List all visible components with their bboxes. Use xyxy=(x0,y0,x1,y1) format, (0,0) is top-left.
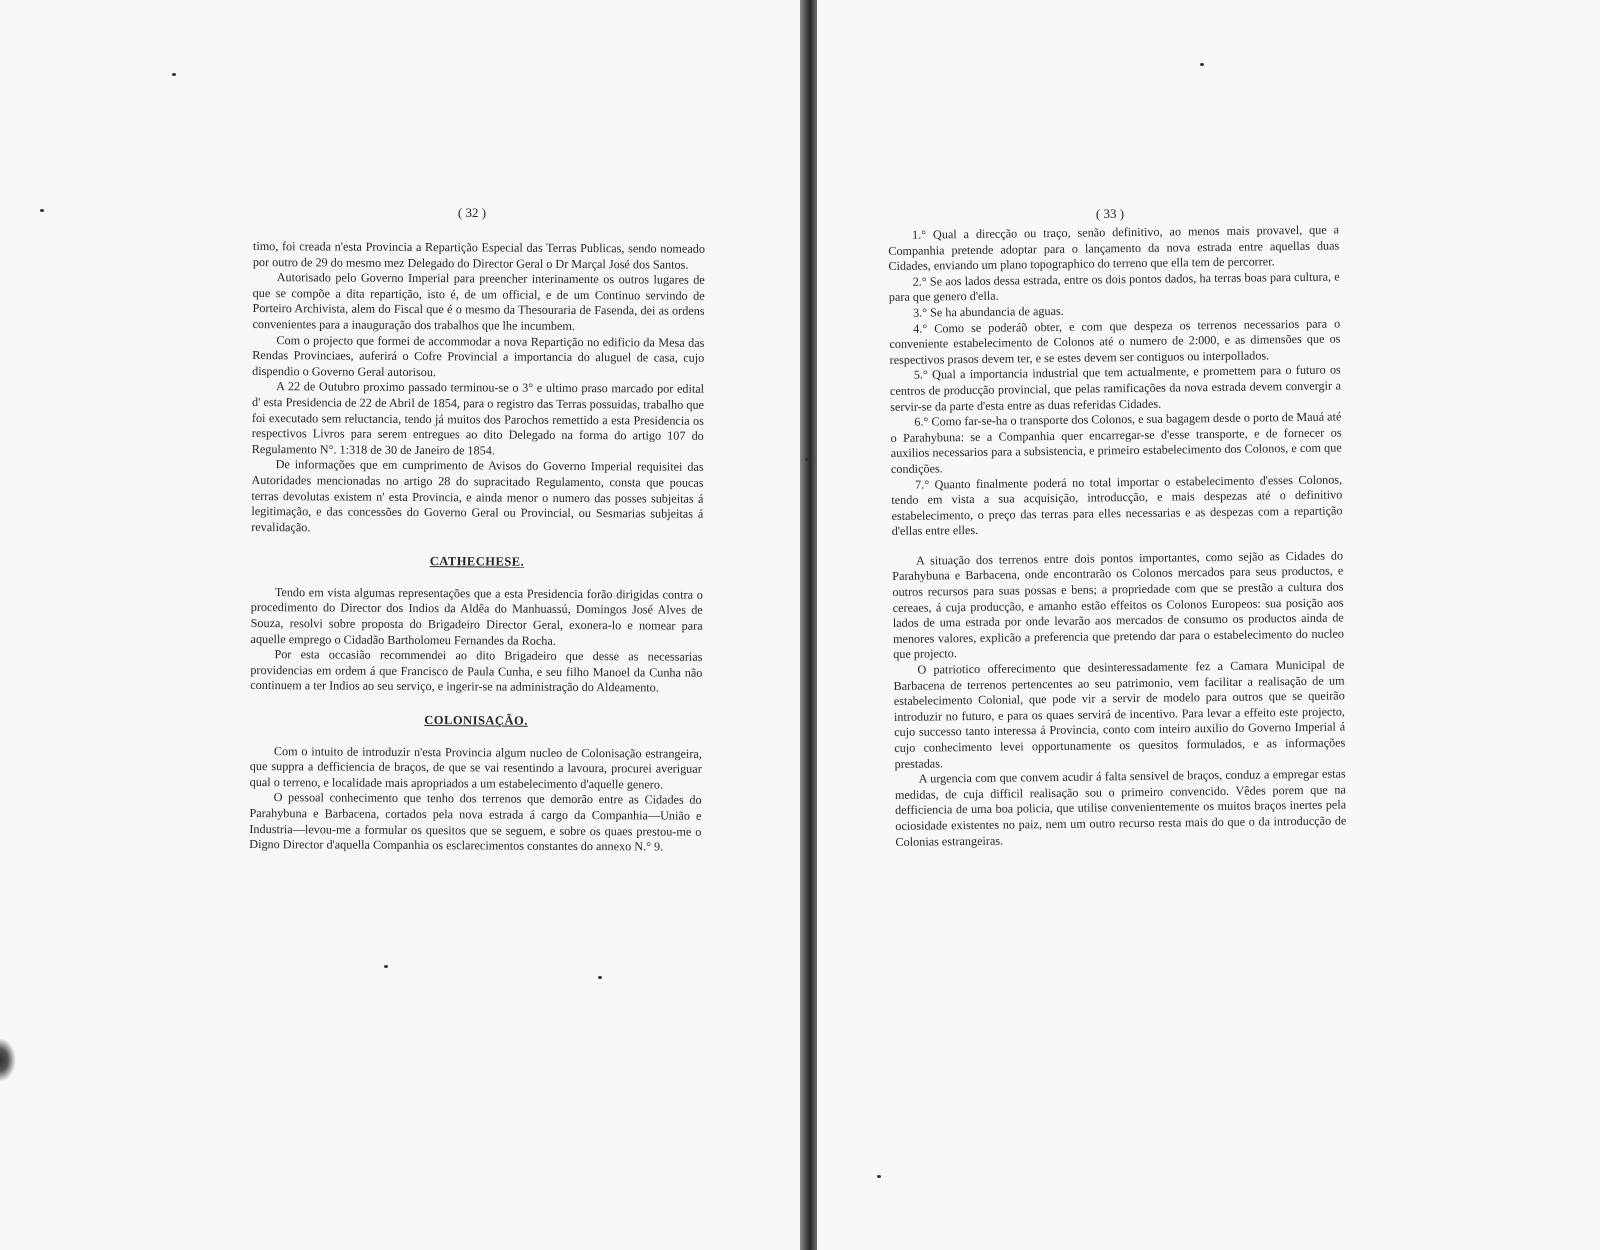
paragraph: Com o projecto que formei de accommodar a nova Repartição no edificio da Mesa das Rendas Provinciaes, auferirá o Cofre Provincial a importancia do aluguel de casa, cujo dispendio o Governo Geral autorisou. xyxy=(252,332,705,379)
page-edge-blot xyxy=(0,1038,16,1082)
left-top-paragraphs xyxy=(251,239,705,538)
left-page-text xyxy=(249,239,705,856)
paragraph: De informações que em cumprimento de Avisos do Governo Imperial requisitei das Autoridades mencionadas no artigo 28 do supracitado Regulamento, consta que poucas terras devolutas existem n' esta Provincia, e ainda menor o numero das posses subjeitas á legitimação, e das concessões do Governo Geral ou Provincial, ou Sesmarias subjeitas á revalidação. xyxy=(251,457,704,535)
speck xyxy=(598,976,602,979)
left-mid-paragraphs xyxy=(250,585,703,697)
paragraph: Autorisado pelo Governo Imperial para preencher interinamente os outros lugares de que se compõe a dita repartição, isto é, de um official, e de um Continuo servindo de Porteiro Archivista, alem do Fiscal que é o mesmo da Thesouraria de Fasenda, dei as ordens convenientes para a inauguração dos trabalhos que lhe incumbem. xyxy=(252,270,705,333)
paragraph: A situação dos terrenos entre dois pontos importantes, como sejão as Cidades do Parahybuna e Barbacena, onde encontrarão os Colonos mercados para seus productos, e outros recursos para suas possas e bens; a propriedade com que se prestão a cultura dos cereaes, á cuja producção, e amanho estão effeitos os Colonos Europeos: sua posição aos lados de uma estrada por onde levarão aos mercados de consumo os productos ainda de menores valores, explicão a preferencia que pretendo dar para o estabelecimento do nucleo que projecto. xyxy=(892,548,1345,662)
speck xyxy=(1200,63,1204,66)
list-item: 1.° Qual a direcção ou traço, senão definitivo, ao menos mais provavel, que a Companhia pretende adoptar para o lançamento da nova estrada entre aquellas duas Cidades, enviando um plano topographico do terreno que ella tem de percorrer. xyxy=(888,222,1340,274)
page-number-right: ( 33 ) xyxy=(1095,206,1125,221)
paragraph: O pessoal conhecimento que tenho dos terrenos que demorão entre as Cidades do Parahybuna e Barbacena, cortados pela nova estrada á cargo da Companhia—União e Industria—levou-me a formular os quesitos que se seguem, e sobre os quaes prestou-me o Digno Director d'aquella Companhia os esclarecimentos constantes do annexo N.° 9. xyxy=(249,790,702,854)
speck xyxy=(40,209,44,212)
paragraph: timo, foi creada n'esta Provincia a Repartição Especial das Terras Publicas, sendo nomeado por outro de 29 do mesmo mez Delegado do Director Geral o Dr Marçal José dos Santos. xyxy=(252,239,705,272)
speck xyxy=(877,1175,881,1178)
paragraph: Por esta occasião recommendei ao dito Brigadeiro que desse as necessarias providencias em ordem á que Francisco de Paula Cunha, e seu filho Manoel da Cunha não continuem a ter Indios ao seu serviço, e ingerir-se na administração do Aldeamento. xyxy=(250,647,703,695)
paragraph: Tendo em vista algumas representações que a esta Presidencia forão dirigidas contra o procedimento do Director dos Indios da Aldêa do Manhuassú, Domingos José Alves de Souza, resolvi sobre proposta do Brigadeiro Director Geral, exonera-lo e nomear para aquelle emprego o Cidadão Bartholomeu Fernandes da Rocha. xyxy=(250,585,703,648)
list-item: 3.° Se ha abundancia de aguas. xyxy=(912,303,1064,320)
paragraph: O patriotico offerecimento que desinteressadamente fez a Camara Municipal de Barbacena de terrenos pertencentes ao seu patrimonio, vem facilitar a realisação de um estabelecimento Colonial, que pode vir a servir de modelo para outros que se queirão introduzir no futuro, e para os quaes servirá de incentivo. Para levar a effeito este projecto, cujo successo tanto interessa á Provincia, conto com inteiro auxilio do Governo Imperial á cujo conhecimento levei opportunamente os quesitos formulados, e as informações prestadas. xyxy=(893,657,1346,771)
paragraph: A urgencia com que convem acudir á falta sensivel de braços, conduz a empregar estas medidas, de cuja difficil realisação sou o primeiro convencido. Vêdes porem que na defficiencia de uma boa policia, que utilise convenientemente os muitos braços inertes pela ociosidade existentes no paiz, nem um outro recurso resta mais do que o da introducção de Colonias estrangeiras. xyxy=(894,766,1347,849)
paragraph: Com o intuito de introduzir n'esta Provincia algum nucleo de Colonisação estrangeira, que supprа a defficiencia de braços, de que se vai resentindo a lavoura, procurei averiguar qual o terreno, e localidade mais apropriados a um estabelecimento d'aquelle genero. xyxy=(249,743,702,792)
section-heading-cathechese: CATHECHESE. xyxy=(429,554,525,569)
right-paragraphs xyxy=(892,548,1347,850)
left-bottom-paragraphs xyxy=(249,744,702,856)
page-number-left: ( 32 ) xyxy=(457,205,487,220)
right-page-text xyxy=(888,222,1347,850)
right-page xyxy=(817,0,1600,1250)
list-item: 7.° Quanto finalmente poderá no total importar o estabelecimento d'esses Colonos, tendo em vista a sua acquisição, introducção, e mais despezas até o definitivo estabelecimento, o preço das terras para elles necessarias e as despezas com a repartição d'ellas entre elles. xyxy=(891,471,1343,539)
speck xyxy=(805,458,809,461)
quesitos-list xyxy=(888,222,1343,539)
section-heading-colonisacao: COLONISAÇÃO. xyxy=(424,713,528,728)
list-item: 4.° Como se poderáõ obter, e com que despeza os terrenos necessarios para o conveniente estabelecimento de Colonos até o numero de 2:000, e as dimensões que os respectivos prasos devem ter, e se estes devem ser contiguos ou interpollados. xyxy=(889,316,1341,367)
list-item: 2.° Se aos lados dessa estrada, entre os dois pontos dados, ha terras boas para cultura, e para que genero d'ella. xyxy=(888,269,1340,305)
book-gutter xyxy=(800,0,817,1250)
list-item: 6.° Como far-se-ha o transporte dos Colonos, e sua bagagem desde o porto de Mauá até o Parahybuna: se a Companhia quer encarregar-se d'esse transporte, e de fornecer os auxilios necessarios para a subsistencia, e primeiro estabelecimento dos Colonos, e com que condições. xyxy=(890,409,1342,476)
speck xyxy=(384,965,388,968)
speck xyxy=(172,73,176,76)
paragraph: A 22 de Outubro proximo passado terminou-se o 3° e ultimo praso marcado por edital d' esta Presidencia de 22 de Abril de 1854, para o registro das Terras possuidas, trabalho que foi executado sem reluctancia, tendo já muitos dos Parochos remettido a esta Presidencia os respectivos Livros para serem entregues ao dito Delegado na forma do artigo 107 do Regulamento N°. 1:318 de 30 de Janeiro de 1854. xyxy=(251,379,705,458)
list-item: 5.° Qual a importancia industrial que tem actualmente, e promettem para o futuro os centros de producção provincial, que pelas ramificações da nova estrada devem convergir a servir-se da parte d'esta entre as duas referidas Cidades. xyxy=(889,362,1342,414)
